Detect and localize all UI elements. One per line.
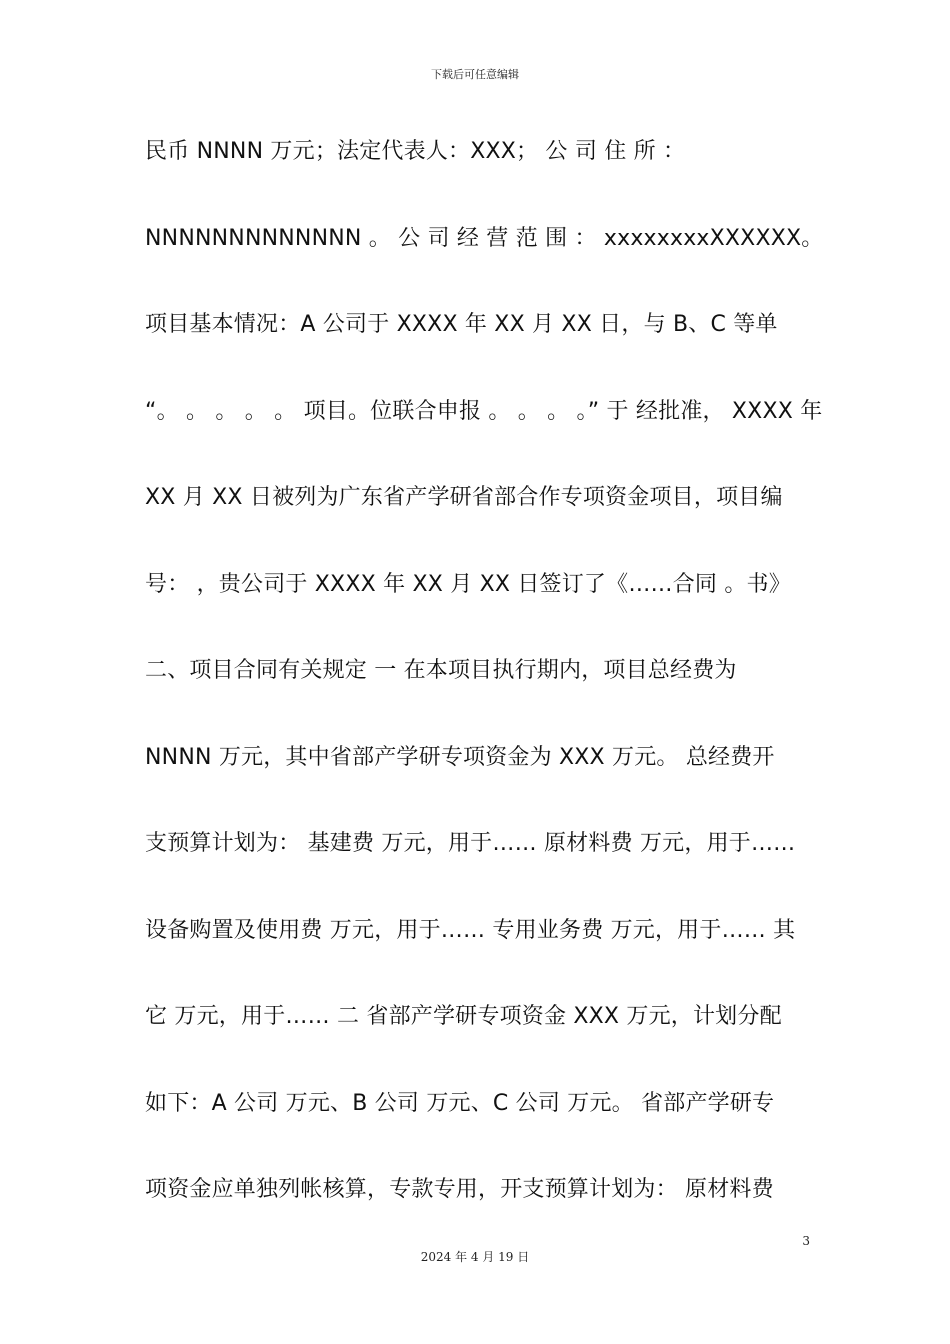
body-line: 二、项目合同有关规定 一 在本项目执行期内，项目总经费为: [145, 658, 737, 683]
body-line: 设备购置及使用费 万元，用于…… 专用业务费 万元，用于…… 其: [145, 917, 796, 943]
body-line: NNNN 万元，其中省部产学研专项资金为 XXX 万元。 总经费开: [145, 744, 775, 770]
body-line: XX 月 XX 日被列为广东省产学研省部合作专项资金项目，项目编: [145, 485, 783, 510]
body-line: “。 。 。 。 。 项目。位联合申报 。 。 。 。” 于 经批准， XXXX 年: [145, 398, 823, 424]
body-line: 号： ，贵公司于 XXXX 年 XX 月 XX 日签订了《……合同 。书》: [145, 571, 791, 597]
body-line: 如下：A 公司 万元、B 公司 万元、C 公司 万元。 省部产学研专: [145, 1090, 775, 1116]
footer-date: 2024 年 4 月 19 日: [420, 1250, 530, 1264]
body-line: 支预算计划为： 基建费 万元，用于…… 原材料费 万元，用于……: [145, 831, 796, 856]
body-line: 民币 NNNN 万元；法定代表人：XXX； 公 司 住 所 ：: [145, 139, 686, 164]
body-line: 项资金应单独列帐核算，专款专用，开支预算计划为： 原材料费: [145, 1177, 774, 1202]
body-line: 项目基本情况：A 公司于 XXXX 年 XX 月 XX 日，与 B、C 等单: [145, 312, 778, 337]
body-line: NNNNNNNNNNNNN 。 公 司 经 营 范 围 ： xxxxxxxxXXXXXX。: [145, 225, 824, 251]
document-body: [145, 132, 824, 1257]
page-number: 3: [802, 1234, 810, 1248]
page-header: 下载后可任意编辑: [431, 68, 519, 81]
body-line: 它 万元，用于…… 二 省部产学研专项资金 XXX 万元，计划分配: [145, 1004, 782, 1029]
